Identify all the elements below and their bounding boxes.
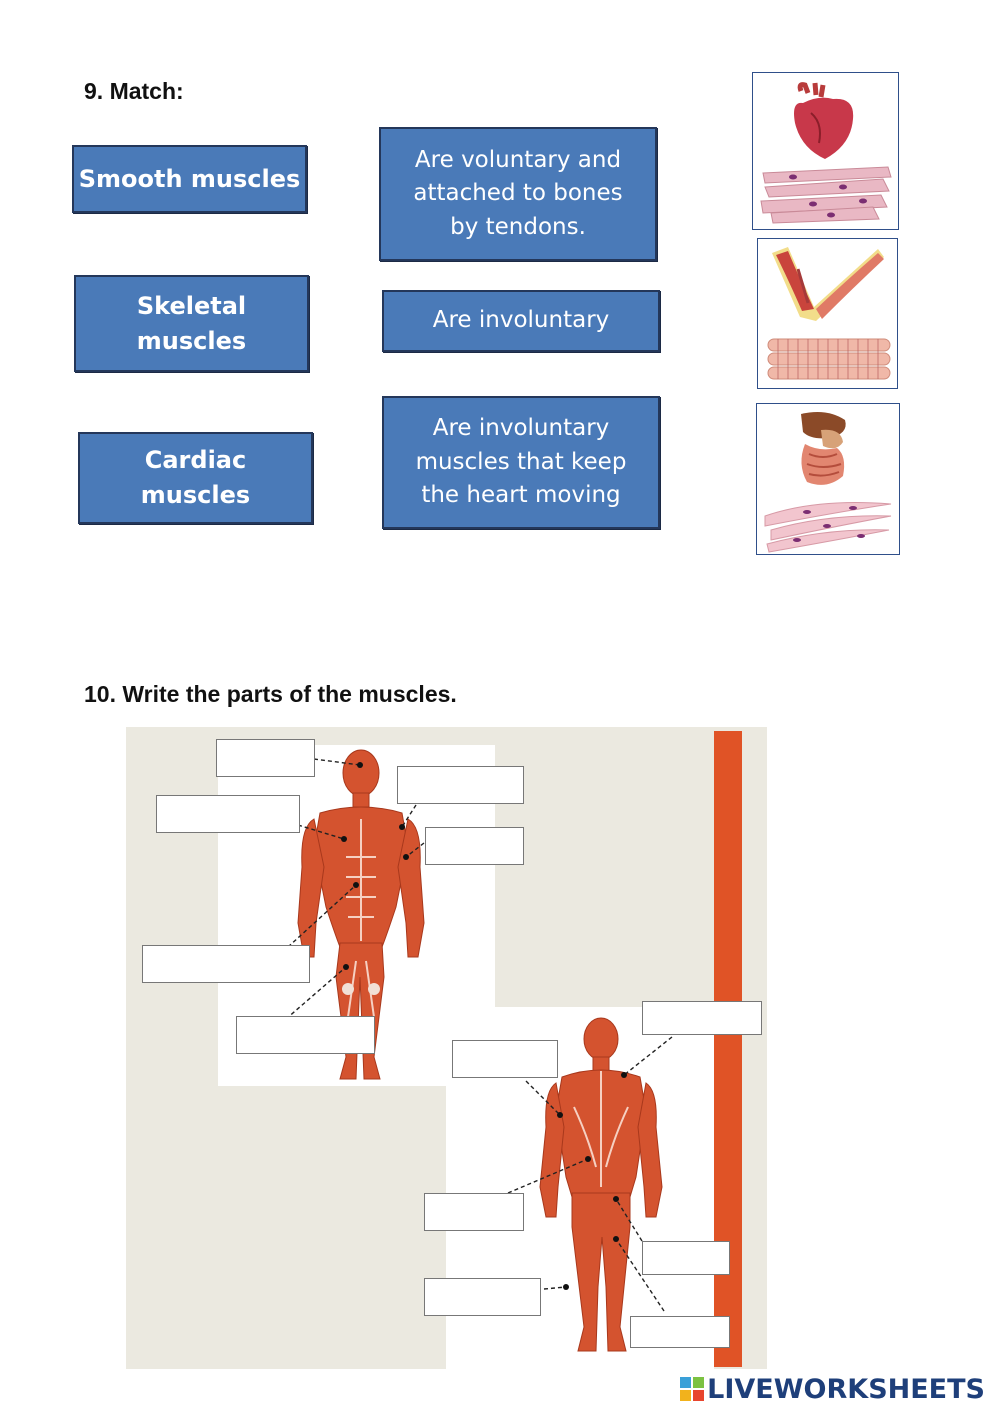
heart-tissue-image[interactable] [752, 72, 899, 230]
answer-box-thigh[interactable] [236, 1016, 375, 1054]
answer-box-calf[interactable] [630, 1316, 730, 1348]
answer-box-arm[interactable] [425, 827, 524, 865]
answer-box-lower-back[interactable] [424, 1193, 524, 1231]
definition-cardiac[interactable]: Are involuntary muscles that keep the heart moving [382, 396, 660, 529]
answer-box-upper-back[interactable] [642, 1001, 762, 1035]
definition-involuntary[interactable]: Are involuntary [382, 290, 660, 352]
question-9-title: 9. Match: [84, 78, 184, 104]
answer-box-head[interactable] [216, 739, 315, 777]
digestive-tissue-image[interactable] [756, 403, 900, 555]
term-smooth-muscles[interactable]: Smooth muscles [72, 145, 307, 213]
term-cardiac-muscles[interactable]: Cardiac muscles [78, 432, 313, 524]
answer-box-back-thigh[interactable] [424, 1278, 541, 1316]
answer-box-shoulder[interactable] [397, 766, 524, 804]
brand-name: LIVEWORKSHEETS [707, 1373, 985, 1405]
liveworksheets-logo [679, 1373, 985, 1405]
definition-voluntary[interactable]: Are voluntary and attached to bones by tendons. [379, 127, 657, 261]
question-10-title: 10. Write the parts of the muscles. [84, 681, 457, 707]
muscle-diagram [126, 727, 767, 1369]
logo-icon [679, 1376, 705, 1402]
answer-box-back-arm[interactable] [452, 1040, 558, 1078]
answer-box-abdomen[interactable] [142, 945, 310, 983]
answer-box-chest[interactable] [156, 795, 300, 833]
term-skeletal-muscles[interactable]: Skeletal muscles [74, 275, 309, 372]
answer-box-buttock[interactable] [642, 1241, 730, 1275]
arm-tissue-image[interactable] [757, 238, 898, 389]
